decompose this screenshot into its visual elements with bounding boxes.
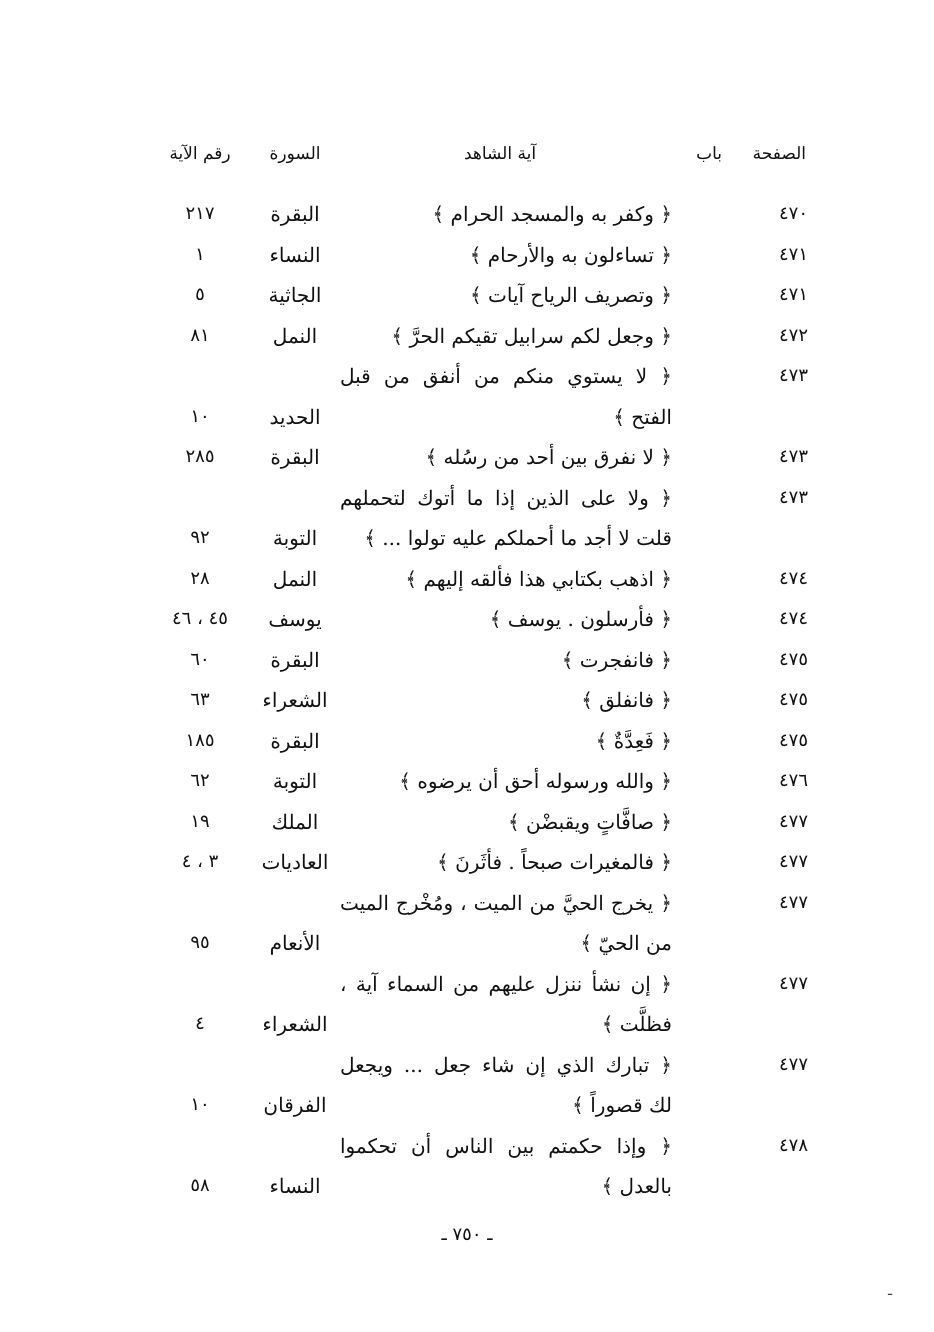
row-ayah-text — [340, 680, 672, 721]
row-page-number: ٤٧٣ — [778, 446, 808, 467]
row-ayah-number: ١٩ — [190, 810, 210, 832]
ayah-line: ﴿ وكفر به والمسجد الحرام ﴾ — [432, 202, 672, 226]
row-surah: البقرة — [270, 647, 320, 672]
row-surah: الشعراء — [262, 1012, 328, 1036]
ayah-line: ﴿ وجعل لكم سرابيل تقيكم الحرَّ ﴾ — [391, 323, 672, 348]
row-ayah-number: ١٠ — [190, 1094, 210, 1115]
ayah-line: بالعدل ﴾ — [601, 1174, 672, 1198]
corner-mark: ـ — [888, 1283, 893, 1299]
row-page-number: ٤٧٥ — [778, 648, 808, 670]
row-page-number: ٤٧٣ — [778, 486, 808, 508]
table-row — [0, 680, 934, 721]
table-row — [0, 316, 934, 357]
row-surah: النساء — [269, 242, 321, 267]
ayah-line: ﴿ إن نشأ ننزل عليهم من السماء آية ، — [340, 971, 672, 996]
row-ayah-text — [340, 356, 672, 437]
ayah-line: ﴿ اذهب بكتابي هذا فألقه إليهم ﴾ — [405, 566, 672, 591]
table-row — [0, 559, 934, 600]
table-row — [0, 761, 934, 802]
ayah-line: ﴿ صافَّاتٍ ويقبضْن ﴾ — [507, 809, 672, 834]
row-ayah-text — [340, 761, 672, 802]
row-page-number: ٤٧٢ — [778, 324, 808, 346]
row-surah: التوبة — [272, 769, 318, 793]
row-ayah-number: ١٠ — [190, 405, 210, 427]
row-ayah-text — [340, 883, 672, 964]
row-ayah-number: ٤٥ ، ٤٦ — [172, 608, 228, 629]
table-row — [0, 883, 934, 964]
ayah-line: ﴿ والله ورسوله أحق أن يرضوه ﴾ — [399, 769, 672, 793]
ayah-line: ﴿ فانفلق ﴾ — [581, 688, 672, 712]
row-ayah-text — [340, 559, 672, 600]
row-ayah-number: ٢١٧ — [185, 203, 215, 224]
row-surah: الجاثية — [268, 283, 322, 307]
row-ayah-text — [340, 1126, 672, 1207]
ayah-line: قلت لا أجد ما أحملكم عليه تولوا ... ﴾ — [364, 526, 672, 550]
row-ayah-text — [340, 599, 672, 640]
row-ayah-text — [340, 194, 672, 235]
header-page: الصفحة — [752, 144, 806, 164]
ayah-line: ﴿ فالمغيرات صبحاً . فأثَرنَ ﴾ — [437, 850, 672, 874]
row-page-number: ٤٧٠ — [778, 203, 808, 224]
row-ayah-number: ٦٣ — [190, 689, 210, 710]
row-page-number: ٤٧٥ — [778, 689, 808, 710]
ayah-line: ﴿ فأرسلون . يوسف ﴾ — [489, 607, 672, 631]
ayah-line: ﴿ فَعِدَّةٌ ﴾ — [595, 728, 672, 753]
table-row — [0, 842, 934, 883]
row-surah: البقرة — [270, 445, 320, 469]
row-page-number: ٤٧٥ — [778, 729, 808, 751]
row-ayah-number: ١ — [195, 243, 205, 265]
row-surah: النمل — [272, 566, 318, 591]
row-ayah-number: ٩٢ — [190, 527, 210, 548]
row-surah: البقرة — [270, 202, 320, 226]
row-ayah-text — [340, 275, 672, 316]
row-surah: البقرة — [270, 728, 320, 753]
ayah-line: ﴿ يخرج الحيَّ من الميت ، ومُخْرج الميت — [340, 890, 672, 915]
row-surah: يوسف — [268, 607, 322, 631]
index-table — [0, 194, 934, 1207]
ayah-line: ﴿ فانفجرت ﴾ — [561, 647, 672, 672]
table-row — [0, 964, 934, 1045]
ayah-line: الفتح ﴾ — [613, 404, 672, 429]
row-surah: الفرقان — [263, 1093, 327, 1117]
row-ayah-text — [340, 235, 672, 276]
ayah-line: ﴿ وتصريف الرياح آيات ﴾ — [469, 283, 672, 307]
row-ayah-number: ٨١ — [190, 324, 210, 346]
row-ayah-number: ١٨٥ — [185, 729, 215, 751]
table-row — [0, 721, 934, 762]
row-ayah-text — [340, 721, 672, 762]
row-surah: النمل — [272, 323, 318, 348]
row-surah: الأنعام — [269, 931, 321, 955]
ayah-line: ﴿ وإذا حكمتم بين الناس أن تحكموا — [340, 1133, 672, 1158]
ayah-line: ﴿ تبارك الذي إن شاء جعل ... ويجعل — [340, 1052, 672, 1077]
ayah-line: ﴿ لا يستوي منكم من أنفق من قبل — [340, 364, 672, 388]
row-ayah-number: ٩٥ — [190, 932, 210, 953]
ayah-line: من الحيّ ﴾ — [580, 931, 672, 955]
row-ayah-text — [340, 964, 672, 1045]
ayah-line: ﴿ لا نفرق بين أحد من رسُله ﴾ — [425, 445, 672, 469]
header-surah: السورة — [269, 144, 321, 164]
row-ayah-number: ٥ — [195, 284, 205, 305]
row-ayah-text — [340, 842, 672, 883]
row-page-number: ٤٧٧ — [778, 891, 808, 913]
row-ayah-text — [340, 478, 672, 559]
row-page-number: ٤٧٧ — [778, 972, 808, 994]
table-row — [0, 437, 934, 478]
row-page-number: ٤٧٧ — [778, 810, 808, 832]
row-page-number: ٤٧٨ — [778, 1134, 808, 1156]
row-surah: النساء — [269, 1174, 321, 1198]
row-ayah-text — [340, 640, 672, 681]
row-page-number: ٤٧٤ — [778, 608, 808, 629]
table-row — [0, 1126, 934, 1207]
row-ayah-number: ٢٨ — [190, 567, 210, 589]
table-row — [0, 599, 934, 640]
table-row — [0, 1045, 934, 1126]
header-ayah-number: رقم الآية — [169, 144, 231, 164]
ayah-line: ﴿ تساءلون به والأرحام ﴾ — [469, 242, 672, 267]
row-page-number: ٤٧٣ — [778, 365, 808, 386]
row-surah: التوبة — [272, 526, 318, 550]
row-ayah-number: ٥٨ — [190, 1175, 210, 1196]
ayah-line: لك قصوراً ﴾ — [572, 1093, 672, 1117]
table-row — [0, 478, 934, 559]
table-row — [0, 356, 934, 437]
ayah-line: فظلَّت ﴾ — [601, 1012, 672, 1036]
row-page-number: ٤٧٤ — [778, 567, 808, 589]
table-row — [0, 640, 934, 681]
row-ayah-number: ٦٢ — [190, 770, 210, 791]
table-row — [0, 802, 934, 843]
row-page-number: ٤٧٧ — [778, 851, 808, 872]
header-bab: باب — [696, 144, 722, 164]
row-ayah-text — [340, 316, 672, 357]
row-surah: الملك — [271, 809, 319, 834]
header-ayah: آية الشاهد — [463, 144, 537, 164]
table-row — [0, 275, 934, 316]
ayah-line: ﴿ ولا على الذين إذا ما أتوك لتحملهم — [340, 485, 672, 510]
row-page-number: ٤٧١ — [778, 284, 808, 305]
table-row — [0, 235, 934, 276]
row-ayah-text — [340, 802, 672, 843]
row-page-number: ٤٧٧ — [778, 1053, 808, 1075]
page-number: ـ ٧٥٠ ـ — [441, 1224, 493, 1245]
row-surah: الحديد — [269, 404, 321, 429]
row-page-number: ٤٧٦ — [778, 770, 808, 791]
row-surah: الشعراء — [262, 688, 328, 712]
row-ayah-number: ٦٠ — [190, 648, 210, 670]
row-page-number: ٤٧١ — [778, 243, 808, 265]
table-row — [0, 194, 934, 235]
row-ayah-number: ٤ — [195, 1013, 205, 1034]
row-surah: العاديات — [261, 850, 329, 874]
row-ayah-text — [340, 1045, 672, 1126]
row-ayah-number: ٣ ، ٤ — [181, 851, 219, 872]
row-ayah-text — [340, 437, 672, 478]
row-ayah-number: ٢٨٥ — [185, 446, 215, 467]
